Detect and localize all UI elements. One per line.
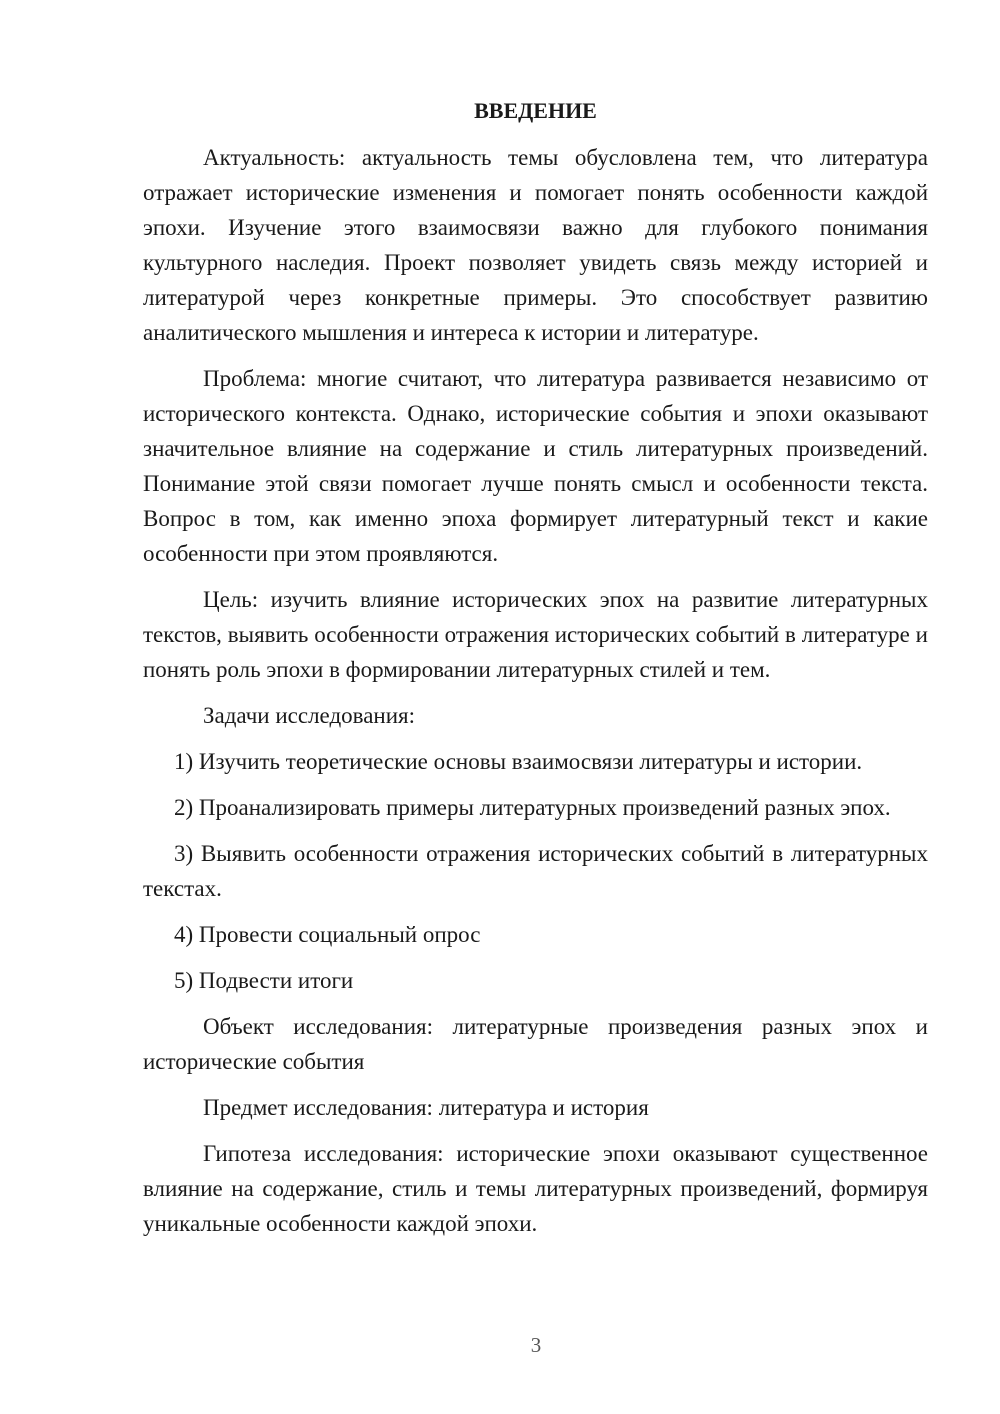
hypothesis-paragraph: Гипотеза исследования: исторические эпохи оказывают существенное влияние на содержание, стиль и темы литературных произведений, формируя уникальные особенности каждой эпохи. [143,1141,928,1236]
goal-paragraph: Цель: изучить влияние исторических эпох на развитие литературных текстов, выявить особенности отражения исторических событий в литературе и понять роль эпохи в формировании литературных стилей и тем. [143,587,928,682]
list-item: 3) Выявить особенности отражения исторических событий в литературных текстах. [143,841,928,901]
relevance-paragraph: Актуальность: актуальность темы обусловлена тем, что литература отражает исторические изменения и помогает понять особенности каждой эпохи. Изучение этого взаимосвязи важно для глубокого понимания культурного наследия. Проект позволяет увидеть связь между историей и литературой через конкретные примеры. Это способствует развитию аналитического мышления и интереса к истории и литературе. [143,145,928,345]
list-item: 4) Провести социальный опрос [174,922,481,947]
object-paragraph: Объект исследования: литературные произведения разных эпох и исторические события [143,1014,928,1074]
problem-paragraph: Проблема: многие считают, что литература развивается независимо от исторического контекста. Однако, исторические события и эпохи оказывают значительное влияние на содержание и стиль литературных произведений. Понимание этой связи помогает лучше понять смысл и особенности текста. Вопрос в том, как именно эпоха формирует литературный текст и какие особенности при этом проявляются. [143,366,928,566]
subject-paragraph: Предмет исследования: литература и история [203,1095,649,1120]
list-item: 1) Изучить теоретические основы взаимосвязи литературы и истории. [174,749,863,774]
page-number: 3 [530,1333,542,1357]
list-item: 5) Подвести итоги [174,968,354,993]
page-content [143,93,928,1252]
tasks-heading: Задачи исследования: [203,703,416,728]
list-item: 2) Проанализировать примеры литературных произведений разных эпох. [174,795,891,820]
tasks-list [143,744,928,998]
page-title: ВВЕДЕНИЕ [474,98,597,123]
